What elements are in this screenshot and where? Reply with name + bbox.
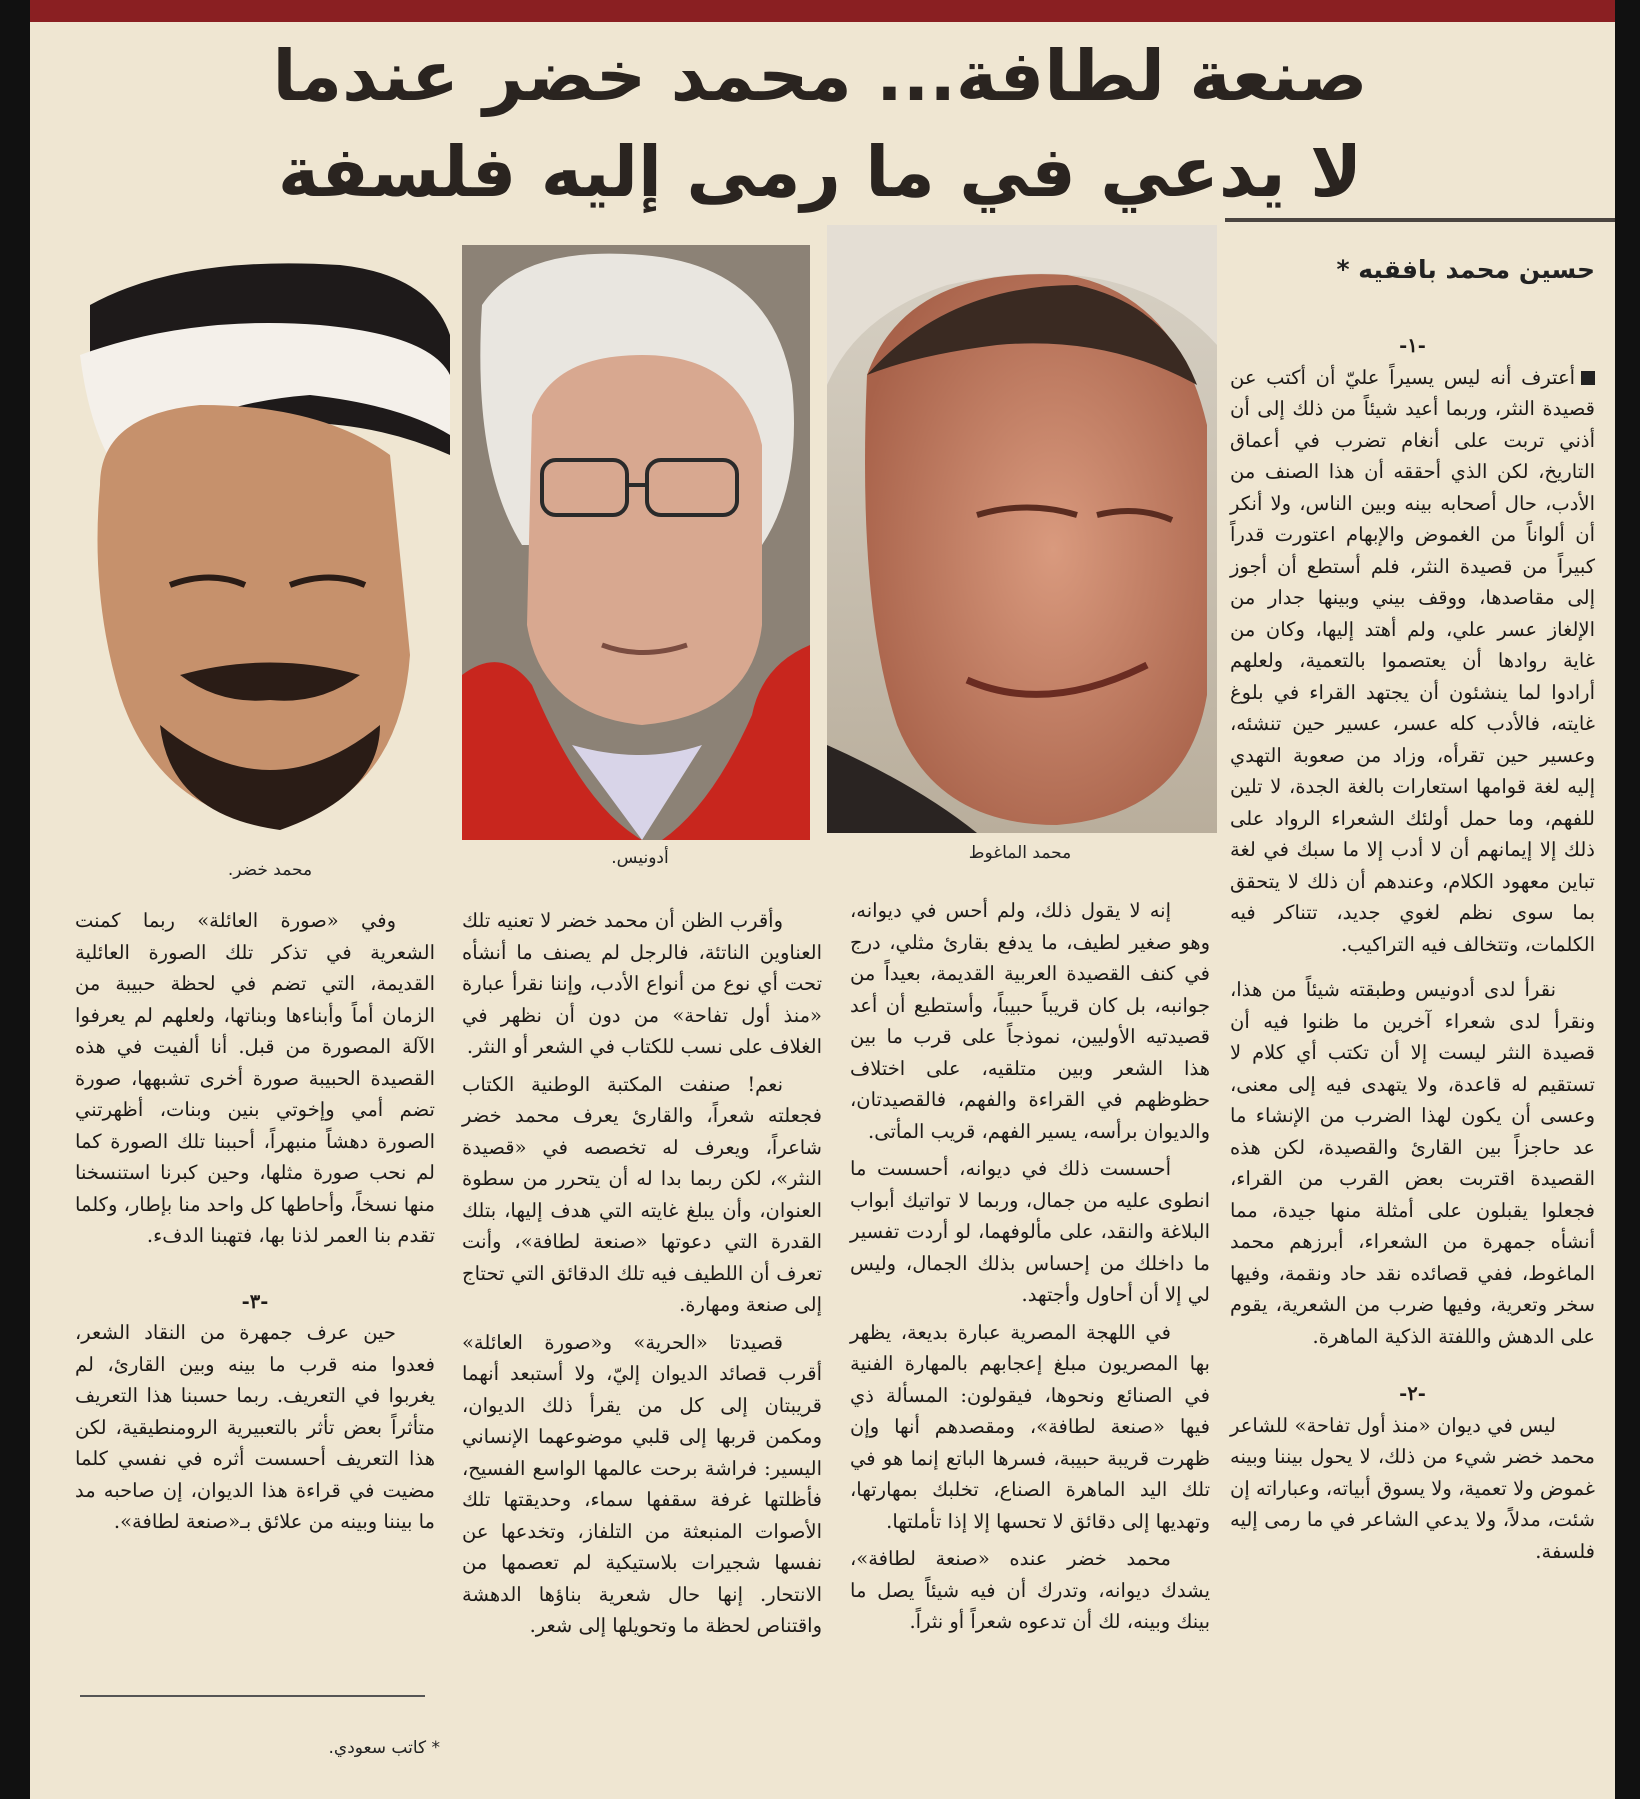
column-4-paragraph-1: وفي «صورة العائلة» ربما كمنت الشعرية في تذكر تلك الصورة العائلية القديمة، التي تضم في لحظة حبيبة من الزمان أماً وأبناءها وبناتها، ولعلهم لم يعرفوا الآلة المصورة من قبل. أنا ألفيت في هذه القصيدة الحبيبة صورة أخرى تشبهها، صورة تضم أمي وإخوتي بنين وبنات، أظهرتني الصورة دهشاً منبهراً، أحببنا تلك الصورة كما لم نحب صورة مثلها، وحين كبرنا استنسخنا منها نسخاً، وأحاطها كل واحد منا بإطار، وكلما تقدم بنا العمر لذنا بها، فتهبنا الدفء. (75, 909, 435, 1247)
column-2-paragraph-2: أحسست ذلك في ديوانه، أحسست ما انطوى عليه من جمال، وربما لا تواتيك أبواب البلاغة والنقد، على مألوفهما، لو أردت تفسير ما داخلك من إحساس بذلك الجمال، وليس لي إلا أن أحاول وأجتهد. (850, 1157, 1210, 1306)
section-2-paragraph-1: ليس في ديوان «منذ أول تفاحة» للشاعر محمد خضر شيء من ذلك، لا يحول بيننا وبينه غموض ولا تعمية، ولا يسوق أبياته، وعباراته إن شئت، مدلاً، ولا يدعي الشاعر في ما رمى إليه فلسفة. (1230, 1413, 1595, 1563)
column-3-paragraph-1: وأقرب الظن أن محمد خضر لا تعنيه تلك العناوين الناتئة، فالرجل لم يصنف ما أنشأه تحت أي نوع من أنواع الأدب، وإننا نقرأ عبارة «منذ أول تفاحة» من دون أن نظهر في الغلاف على نسب للكتاب في الشعر أو النثر. (462, 909, 822, 1058)
section-1-paragraph-1 (1230, 362, 1595, 961)
section-1-number: -١- (1399, 334, 1426, 357)
byline: حسين محمد بافقيه * (1336, 255, 1595, 284)
paragraph-marker-square (1581, 371, 1595, 385)
column-3-paragraph-3: قصيدتا «الحرية» و«صورة العائلة» أقرب قصائد الديوان إليّ، ولا أستبعد أنهما قريبتان إلى كل من يقرأ ذلك الديوان، ومكمن قربها إلى قلبي موضوعهما الإنساني اليسير: فراشة برحت عالمها الواسع الفسيح، فأظلتها غرفة سقفها سماء، وحديقتها تلك الأصوات المنبعثة من التلفاز، وتخدعها عن نفسها شجيرات بلاستيكية لم تعصمها من الانتحار. إنها حال شعرية بناؤها الدهشة واقتناص لحظة ما وتحويلها إلى شعر. (462, 1330, 822, 1637)
section-3-number: -٣- (241, 1289, 269, 1313)
column-3 (462, 905, 822, 1642)
photo-maghut (827, 225, 1217, 833)
column-2-paragraph-1: إنه لا يقول ذلك، ولم أحس في ديوانه، وهو صغير لطيف، ما يدفع بقارئ مثلي، درج في كنف القصيدة العربية القديمة، بعيداً من جوانبه، بل كان قريباً حبيباً، وأستطيع أن أعد قصيدتيه الأوليين، نموذجاً على قرب ما بين هذا الشعر وبين متلقيه، على اختلاف حظوظهم في القراءة والفهم، فالقصيدتان، والديوان برأسه، يسير الفهم، قريب المأتى. (850, 899, 1210, 1143)
section-3-paragraph-1: حين عرف جمهرة من النقاد الشعر، فعدوا منه قرب ما بينه وبين القارئ، لم يغربوا في التعريف. ربما حسبنا هذا التعريف متأثراً بعض تأثر بالتعبيرية الرومنطيقية، لكن هذا التعريف أحسست أثره في نفسي كلما مضيت في قراءة هذا الديوان، إن صاحبه مد ما بيننا وبينه من علائق بـ«صنعة لطافة». (75, 1321, 435, 1533)
headline-line-2: لا يدعي في ما رمى إليه فلسفة (277, 131, 1363, 213)
section-1-paragraph-2: نقرأ لدى أدونيس وطبقته شيئاً من هذا، ونقرأ لدى شعراء آخرين ما ظنوا فيه أن قصيدة النثر ليست إلا أن تكتب أي كلام لا تستقيم له قاعدة، ولا يتهدى فيه إلى معنى، وعسى أن يكون لهذا الضرب من الإنشاء ما عد حاجزاً بين القارئ والقصيدة، لكن هذه القصيدة اقتربت بعض القرب من القراء، فجعلوا يقبلون على أمثلة منها جيدة، مما أنشأه جمهرة من الشعراء، أبرزهم محمد الماغوط، ففي قصائده نقد حاد ونقمة، وفيها سخر وتعرية، وفيها ضرب من الشعرية، يقوم على الدهش واللفتة الذكية الماهرة. (1230, 978, 1595, 1348)
photo-khader (60, 255, 455, 843)
footer-rule (80, 1695, 425, 1697)
caption-maghut: محمد الماغوط (968, 843, 1072, 863)
section-2-number: -٢- (1399, 1382, 1426, 1405)
caption-adonis: أدونيس. (611, 848, 669, 868)
caption-khader: محمد خضر. (227, 860, 313, 880)
section-1-paragraph-1-text: أعترف أنه ليس يسيراً عليّ أن أكتب عن قصيدة النثر، وربما أعيد شيئاً من ذلك إلى أن أذني تربت على أنغام تضرب في أعماق التاريخ، لكن الذي أحققه أن هذا الصنف من الأدب، حال أصحابه بينه وبين الناس، ولا أنكر أن ألواناً من الغموض والإبهام اعتورت قدراً كبيراً من قصيدة النثر، فلم أستطع أن أجوز إلى مقاصدها، ووقف بيني وبينها جدار من الإلغاز عسر علي، ولم أهتد إليها، وكان من غاية روادها أن يعتصموا بالتعمية، ولعلهم أرادوا لما ينشئون أن يجتهد القراء في بلوغ غايته، فالأدب كله عسر، عسير حين تنشئه، وعسير حين تقرأه، وزاد من صعوبة التهدي إليه لغة قوامها استعارات بالغة الجدة، لا تلين للفهم، وما حمل أولئك الشعراء الرواد على ذلك إلا إيمانهم أن لا أدب إلا ما سبك في لغة تباين معهود الكلام، وعندهم أن ذلك لا يتحقق بما سوى نظم لغوي جديد، تتناكر فيه الكلمات، وتتخالف فيه التراكيب. (1230, 365, 1595, 956)
column-3-paragraph-2: نعم! صنفت المكتبة الوطنية الكتاب فجعلته شعراً، والقارئ يعرف محمد خضر شاعراً، ويعرف له تخصصه في «قصيدة النثر»، لكن ربما بدا له أن يتحرر من سطوة العنوان، وأن يبلغ غايته التي هدف إليها، بتلك القدرة التي دعوتها «صنعة لطافة»، وأنت تعرف أن اللطيف فيه تلك الدقائق التي تحتاج إلى صنعة ومهارة. (462, 1072, 822, 1316)
top-red-band (30, 0, 1615, 22)
column-2-paragraph-3: في اللهجة المصرية عبارة بديعة، يظهر بها المصريون مبلغ إعجابهم بالمهارة الفنية في الصنائع ونحوها، فيقولون: المسألة ذي فيها «صنعة لطافة»، ومقصدهم أنها وإن ظهرت قريبة حبيبة، فسرها الباتع إنما هو في تلك اليد الماهرة الصناع، تخلبك بمهارتها، وتهديها إلى دقائق لا تحسها إلا إذا تأملتها. (850, 1320, 1210, 1533)
column-4 (75, 905, 435, 1538)
newspaper-page (30, 0, 1615, 1799)
headline (170, 28, 1470, 220)
column-2-paragraph-4: محمد خضر عنده «صنعة لطافة»، يشدك ديوانه، وتدرك أن فيه شيئاً يصل ما بينك وبينه، لك أن تدعوه شعراً أو نثراً. (850, 1547, 1210, 1633)
column-1 (1230, 330, 1595, 1567)
headline-line-1: صنعة لطافة... محمد خضر عندما (272, 35, 1368, 117)
author-footnote: * كاتب سعودي. (328, 1738, 440, 1758)
byline-rule (1225, 218, 1615, 222)
column-2 (850, 895, 1210, 1638)
photo-adonis (462, 245, 810, 840)
